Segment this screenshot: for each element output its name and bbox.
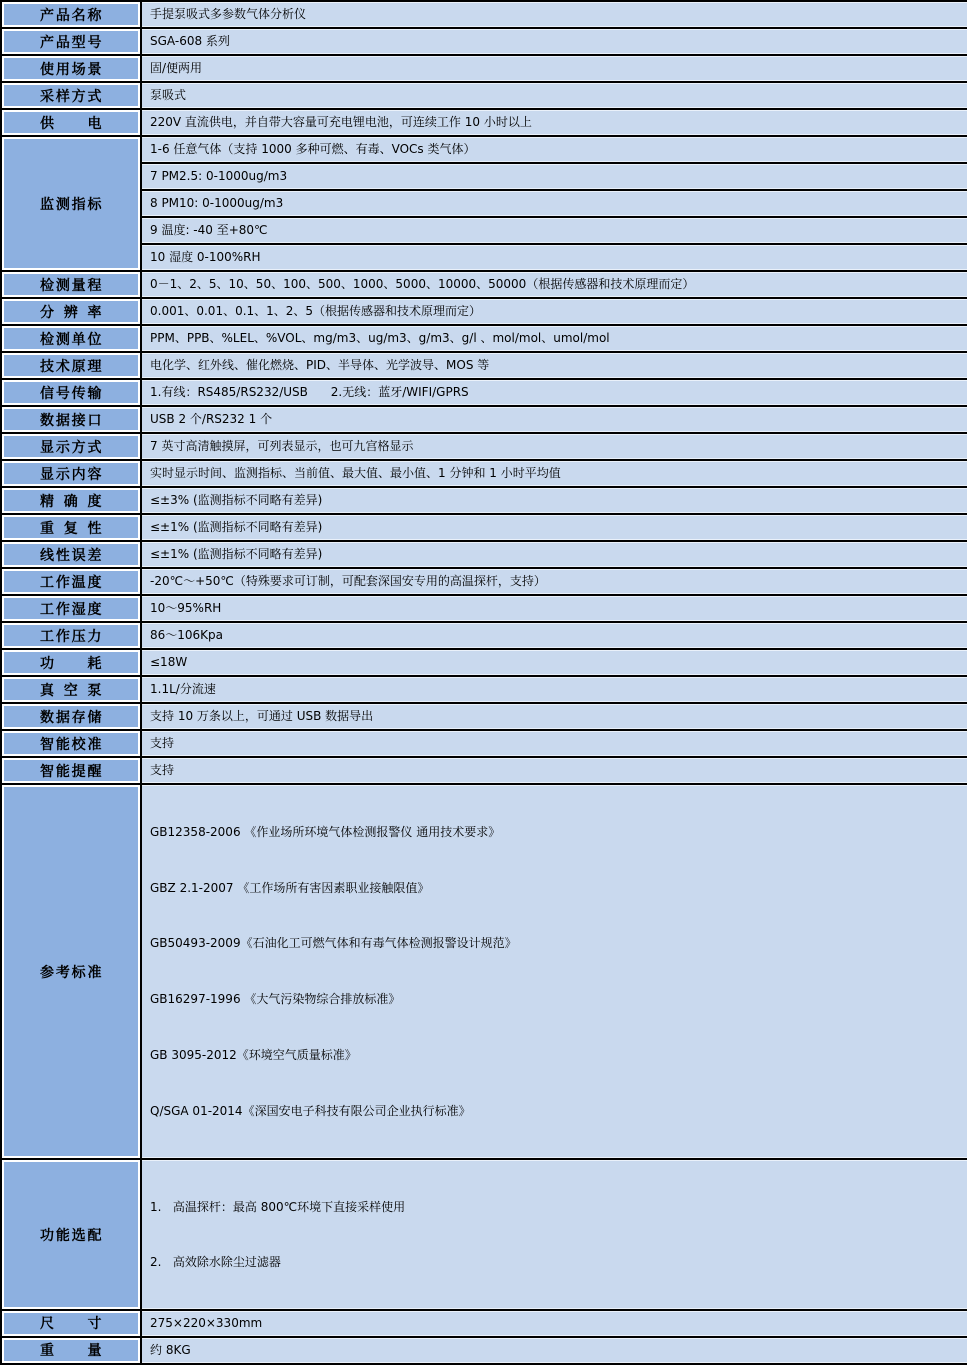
table-row — [1, 433, 967, 460]
row-value: PPM、PPB、%LEL、%VOL、mg/m3、ug/m3、g/m3、g/l 、mol/mol、umol/mol — [141, 325, 967, 352]
row-value: 220V 直流供电，并自带大容量可充电锂电池，可连续工作 10 小时以上 — [141, 109, 967, 136]
row-label-text: 功能选配 — [40, 1227, 102, 1244]
row-value-line: GB 3095-2012《环境空气质量标准》 — [150, 1047, 357, 1062]
row-value: 8 PM10: 0-1000ug/m3 — [141, 190, 967, 217]
table-row — [1, 1159, 967, 1309]
row-label — [1, 1310, 141, 1337]
row-value: 10 湿度 0-100%RH — [141, 244, 967, 271]
row-value: 电化学、红外线、催化燃烧、PID、半导体、光学波导、MOS 等 — [141, 352, 967, 379]
row-label — [1, 55, 141, 82]
row-label — [1, 28, 141, 55]
table-row — [1, 163, 967, 190]
row-label — [1, 757, 141, 784]
row-value: 1-6 任意气体（支持 1000 多种可燃、有毒、VOCs 类气体） — [141, 136, 967, 163]
table-row — [1, 514, 967, 541]
table-row — [1, 379, 967, 406]
row-label — [1, 703, 141, 730]
table-row — [1, 352, 967, 379]
table-row — [1, 82, 967, 109]
table-row — [1, 568, 967, 595]
row-value-line: GB50493-2009《石油化工可燃气体和有毒气体检测报警设计规范》 — [150, 936, 517, 951]
row-value-line: 2. 高效除水除尘过滤器 — [150, 1255, 281, 1270]
table-row — [1, 649, 967, 676]
row-value-line: GBZ 2.1-2007 《工作场所有害因素职业接触限值》 — [150, 880, 430, 895]
row-label-text: 线性误差 — [40, 547, 102, 564]
row-value: 7 PM2.5: 0-1000ug/m3 — [141, 163, 967, 190]
table-row — [1, 460, 967, 487]
row-label-text: 数据接口 — [40, 412, 102, 429]
row-value: 约 8KG — [141, 1337, 967, 1364]
table-row — [1, 784, 967, 1159]
row-value: 支持 10 万条以上，可通过 USB 数据导出 — [141, 703, 967, 730]
row-value: ≤±1% (监测指标不同略有差异) — [141, 541, 967, 568]
table-row — [1, 541, 967, 568]
table-row — [1, 757, 967, 784]
row-value: 泵吸式 — [141, 82, 967, 109]
row-value: 1.1L/分流速 — [141, 676, 967, 703]
row-value: ≤18W — [141, 649, 967, 676]
row-label — [1, 406, 141, 433]
row-label — [1, 1, 141, 28]
row-value: 支持 — [141, 730, 967, 757]
table-row — [1, 325, 967, 352]
row-value: -20℃～+50℃（特殊要求可订制，可配套深国安专用的高温探杆，支持） — [141, 568, 967, 595]
row-value — [141, 1159, 967, 1309]
row-label — [1, 568, 141, 595]
row-value: SGA-608 系列 — [141, 28, 967, 55]
row-label — [1, 325, 141, 352]
row-label-text: 检测量程 — [40, 277, 102, 294]
row-label-text: 监测指标 — [40, 196, 102, 213]
row-label — [1, 541, 141, 568]
row-value: 支持 — [141, 757, 967, 784]
table-row — [1, 487, 967, 514]
row-label — [1, 676, 141, 703]
row-label-text: 信号传输 — [40, 385, 102, 402]
row-value: 1.有线：RS485/RS232/USB 2.无线：蓝牙/WIFI/GPRS — [141, 379, 967, 406]
table-row — [1, 595, 967, 622]
row-label-text: 产品型号 — [40, 34, 102, 51]
row-value: ≤±1% (监测指标不同略有差异) — [141, 514, 967, 541]
row-label-text: 工作湿度 — [40, 601, 102, 618]
table-row — [1, 622, 967, 649]
row-label — [1, 82, 141, 109]
table-row — [1, 1337, 967, 1364]
row-label-text: 显示方式 — [40, 439, 102, 456]
row-value-line: GB12358-2006 《作业场所环境气体检测报警仪 通用技术要求》 — [150, 824, 501, 839]
row-value: USB 2 个/RS232 1 个 — [141, 406, 967, 433]
table-row — [1, 190, 967, 217]
row-value-line: GB16297-1996 《大气污染物综合排放标准》 — [150, 992, 401, 1007]
row-label-text: 智能提醒 — [40, 763, 102, 780]
table-row — [1, 55, 967, 82]
row-value: 275×220×330mm — [141, 1310, 967, 1337]
table-row — [1, 406, 967, 433]
row-label-text: 真空泵 — [40, 682, 102, 699]
row-value: 0－1、2、5、10、50、100、500、1000、5000、10000、50000（根据传感器和技术原理而定） — [141, 271, 967, 298]
row-label-text: 显示内容 — [40, 466, 102, 483]
row-value: 9 温度: -40 至+80℃ — [141, 217, 967, 244]
row-label-text: 精确度 — [40, 493, 102, 510]
row-value: ≤±3% (监测指标不同略有差异) — [141, 487, 967, 514]
row-label — [1, 514, 141, 541]
row-value: 7 英寸高清触摸屏，可列表显示，也可九宫格显示 — [141, 433, 967, 460]
row-value: 10～95%RH — [141, 595, 967, 622]
row-label — [1, 379, 141, 406]
table-row — [1, 1310, 967, 1337]
row-label-text: 参考标准 — [40, 964, 102, 981]
row-label-text: 工作温度 — [40, 574, 102, 591]
row-label — [1, 352, 141, 379]
row-value-line: Q/SGA 01-2014《深国安电子科技有限公司企业执行标准》 — [150, 1103, 471, 1118]
row-label-text: 功耗 — [40, 655, 102, 672]
row-label-text: 供电 — [40, 115, 102, 132]
row-label — [1, 622, 141, 649]
table-row — [1, 136, 967, 163]
row-label-text: 数据存储 — [40, 709, 102, 726]
row-label-text: 重量 — [40, 1343, 102, 1360]
table-row — [1, 1, 967, 28]
row-label-text: 重复性 — [40, 520, 102, 537]
row-label — [1, 730, 141, 757]
row-value: 手提泵吸式多参数气体分析仪 — [141, 1, 967, 28]
row-label-text: 技术原理 — [40, 358, 102, 375]
row-label — [1, 109, 141, 136]
row-value: 86～106Kpa — [141, 622, 967, 649]
row-label-text: 检测单位 — [40, 331, 102, 348]
table-row — [1, 730, 967, 757]
row-value: 固/便两用 — [141, 55, 967, 82]
table-row — [1, 703, 967, 730]
table-row — [1, 676, 967, 703]
row-value: 实时显示时间、监测指标、当前值、最大值、最小值、1 分钟和 1 小时平均值 — [141, 460, 967, 487]
row-label-text: 智能校准 — [40, 736, 102, 753]
row-label-text: 尺寸 — [40, 1316, 102, 1333]
row-label — [1, 649, 141, 676]
row-label — [1, 784, 141, 1159]
table-row — [1, 28, 967, 55]
row-label — [1, 298, 141, 325]
row-label — [1, 136, 141, 271]
row-label — [1, 271, 141, 298]
row-value-line: 1. 高温探杆：最高 800℃环境下直接采样使用 — [150, 1200, 406, 1215]
row-label-text: 产品名称 — [40, 7, 102, 24]
row-value — [141, 784, 967, 1159]
row-label — [1, 1159, 141, 1309]
table-row — [1, 109, 967, 136]
row-label — [1, 487, 141, 514]
row-label-text: 采样方式 — [40, 88, 102, 105]
row-label — [1, 433, 141, 460]
row-label — [1, 595, 141, 622]
row-label — [1, 460, 141, 487]
row-label-text: 使用场景 — [40, 61, 102, 78]
table-row — [1, 244, 967, 271]
row-value: 0.001、0.01、0.1、1、2、5（根据传感器和技术原理而定） — [141, 298, 967, 325]
table-row — [1, 271, 967, 298]
row-label-text: 工作压力 — [40, 628, 102, 645]
row-label-text: 分辨率 — [40, 304, 102, 321]
table-row — [1, 298, 967, 325]
row-label — [1, 1337, 141, 1364]
table-row — [1, 217, 967, 244]
